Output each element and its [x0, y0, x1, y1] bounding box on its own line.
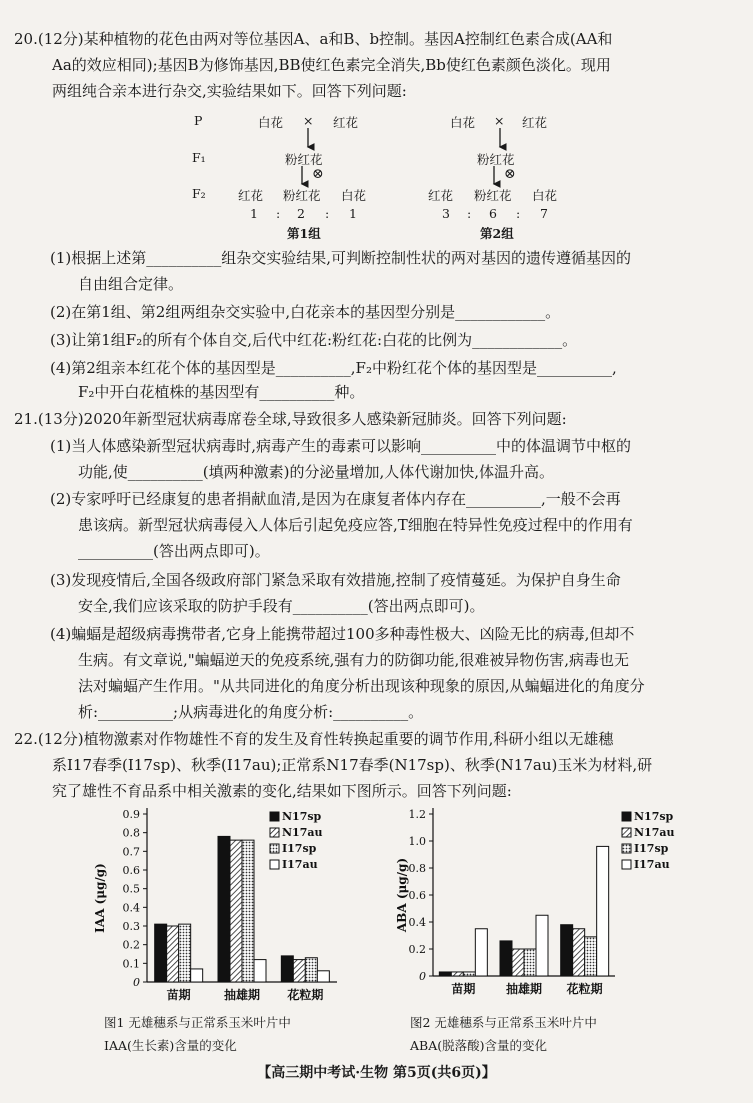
g1-f1: 粉红花: [285, 152, 323, 167]
legend-label: I17au: [282, 858, 318, 871]
g2-parent-white: 白花: [450, 115, 476, 130]
bar: [230, 840, 242, 982]
bar: [597, 846, 609, 976]
g2-ratio-c: 7: [540, 206, 548, 221]
bar: [218, 836, 230, 982]
g1-f2-pink: 粉红花: [283, 188, 321, 203]
q22-line-3: 究了雄性不育品系中相关激素的变化,结果如下图所示。回答下列问题:: [52, 782, 512, 800]
g2-ratio-colon2: :: [516, 206, 521, 221]
bar: [305, 958, 317, 982]
q20-line-3: 两组纯合亲本进行杂交,实验结果如下。回答下列问题:: [52, 82, 407, 100]
g1-parent-white: 白花: [258, 115, 284, 130]
bar: [242, 840, 254, 982]
y-tick-label: 1.2: [408, 808, 426, 821]
legend-swatch: [270, 860, 279, 869]
y-axis-label: ABA (μg/g): [395, 857, 409, 933]
x-tick-label: 抽雄期: [505, 982, 543, 996]
x-tick-label: 抽雄期: [223, 988, 261, 1002]
bar: [512, 949, 524, 976]
y-tick-label: 0.4: [408, 916, 426, 929]
iaa-bar-chart: [92, 808, 362, 1013]
bar: [463, 972, 475, 976]
legend-swatch: [622, 812, 631, 821]
legend-label: N17sp: [634, 810, 674, 823]
bar: [500, 941, 512, 976]
q20-sub-1a: (1)根据上述第__________组杂交实验结果,可判断控制性状的两对基因的遗传遵循基因的: [50, 249, 632, 267]
q20-sub-3: (3)让第1组F₂的所有个体自交,后代中红花:粉红花:白花的比例为____________。: [50, 331, 578, 349]
bar: [561, 925, 573, 976]
y-tick-label: 0.5: [122, 882, 140, 896]
g1-ratio-colon1: :: [276, 206, 281, 221]
legend-label: I17au: [634, 858, 670, 871]
legend-label: I17sp: [282, 842, 317, 855]
legend-label: I17sp: [634, 842, 669, 855]
x-tick-label: 苗期: [451, 982, 476, 996]
q21-line-11: 法对蝙蝠产生作用。"从共同进化的角度分析出现该种现象的原因,从蝙蝠进化的角度分: [78, 677, 645, 695]
fig2-caption-1: 图2 无雄穗系与正常系玉米叶片中: [410, 1015, 597, 1030]
bar: [317, 971, 329, 982]
bar: [167, 926, 179, 982]
g1-ratio-b: 2: [297, 206, 305, 221]
y-tick-label: 0.4: [122, 901, 140, 915]
bar: [155, 924, 167, 982]
q20-sub-2: (2)在第1组、第2组两组杂交实验中,白花亲本的基因型分别是____________。: [50, 303, 561, 321]
y-tick-label: 0.3: [122, 920, 140, 933]
y-tick-label: 0.6: [122, 864, 140, 877]
q21-line-4: (2)专家呼吁已经康复的患者捐献血清,是因为在康复者体内存在__________,一般不会再: [50, 490, 621, 508]
bar: [191, 969, 203, 982]
y-tick-label: 0.1: [122, 957, 140, 971]
bar: [439, 972, 451, 976]
y-tick-label: 0.8: [122, 826, 140, 840]
y-tick-label: 0.2: [122, 938, 140, 952]
q20-sub-4a: (4)第2组亲本红花个体的基因型是__________,F₂中粉红花个体的基因型是__________,: [50, 359, 617, 377]
legend-swatch: [270, 828, 279, 837]
bar: [573, 929, 585, 976]
q21-line-2: (1)当人体感染新型冠状病毒时,病毒产生的毒素可以影响__________中的体温调节中枢的: [50, 437, 632, 455]
g2-ratio-colon1: :: [467, 206, 472, 221]
g2-ratio-b: 6: [489, 206, 497, 221]
y-tick-label: 0.9: [122, 808, 140, 821]
legend-swatch: [270, 844, 279, 853]
q21-line-3: 功能,使__________(填两种激素)的分泌量增加,人体代谢加快,体温升高。: [78, 463, 555, 481]
x-tick-label: 花粒期: [287, 988, 324, 1002]
g2-name: 第2组: [480, 226, 514, 241]
bar: [293, 960, 305, 982]
legend-label: N17sp: [282, 810, 322, 823]
q22-line-2: 系I17春季(I17sp)、秋季(I17au);正常系N17春季(N17sp)、秋季(N17au)玉米为材料,研: [52, 756, 653, 774]
q21-line-6: __________(答出两点即可)。: [78, 542, 270, 560]
q22-line-1: 22.(12分)植物激素对作物雄性不育的发生及育性转换起重要的调节作用,科研小组以无雄穗: [14, 730, 614, 748]
bar: [585, 937, 597, 976]
q20-line-2: Aa的效应相同);基因B为修饰基因,BB使红色素完全消失,Bb使红色素颜色淡化。现用: [52, 56, 611, 74]
legend-label: N17au: [282, 826, 323, 839]
g1-f2-red: 红花: [238, 188, 264, 203]
y-tick-label: 0: [419, 970, 426, 983]
p-label: P: [194, 113, 203, 128]
legend-swatch: [622, 828, 631, 837]
g1-parent-red: 红花: [333, 115, 359, 130]
g1-ratio-c: 1: [349, 206, 357, 221]
y-axis-label: IAA (μg/g): [93, 863, 107, 933]
bar: [475, 929, 487, 976]
q21-line-8: 安全,我们应该采取的防护手段有__________(答出两点即可)。: [78, 597, 485, 615]
g1-f2-white: 白花: [341, 188, 367, 203]
fig1-caption-2: IAA(生长素)含量的变化: [104, 1038, 237, 1053]
g1-ratio-colon2: :: [325, 206, 330, 221]
bar: [536, 915, 548, 976]
g2-parent-red: 红花: [522, 115, 548, 130]
fig1-caption-1: 图1 无雄穗系与正常系玉米叶片中: [104, 1015, 291, 1030]
bar: [451, 972, 463, 976]
g2-ratio-a: 3: [442, 206, 450, 221]
y-tick-label: 0.7: [122, 845, 140, 859]
y-tick-label: 0.8: [408, 862, 426, 875]
g1-ratio-a: 1: [250, 206, 258, 221]
g1-times: ×: [303, 113, 314, 128]
bar: [254, 960, 266, 982]
bar: [524, 949, 536, 976]
q21-line-10: 生病。有文章说,"蝙蝠逆天的免疫系统,强有力的防御功能,很难被异物伤害,病毒也无: [78, 651, 629, 669]
q21-line-5: 患该病。新型冠状病毒侵入人体后引起免疫应答,T细胞在特异性免疫过程中的作用有: [78, 516, 633, 534]
page-footer: 【高三期中考试·生物 第5页(共6页)】: [257, 1065, 496, 1081]
f2-label: F₂: [192, 186, 206, 201]
q20-line-1: 20.(12分)某种植物的花色由两对等位基因A、a和B、b控制。基因A控制红色素合成(AA和: [14, 30, 613, 48]
legend-label: N17au: [634, 826, 675, 839]
bar: [179, 924, 191, 982]
g1-name: 第1组: [287, 226, 321, 241]
legend-swatch: [622, 860, 631, 869]
g2-times: ×: [494, 113, 505, 128]
g2-f2-pink: 粉红花: [474, 188, 512, 203]
g1-self-symbol: ⊗: [312, 166, 324, 182]
x-tick-label: 花粒期: [566, 982, 603, 996]
fig2-caption-2: ABA(脱落酸)含量的变化: [410, 1038, 547, 1053]
g2-f2-white: 白花: [532, 188, 558, 203]
y-tick-label: 0: [133, 976, 140, 989]
g2-f1: 粉红花: [477, 152, 515, 167]
q21-line-7: (3)发现疫情后,全国各级政府部门紧急采取有效措施,控制了疫情蔓延。为保护自身生命: [50, 571, 621, 589]
x-tick-label: 苗期: [166, 988, 191, 1002]
q21-line-9: (4)蝙蝠是超级病毒携带者,它身上能携带超过100多种毒性极大、凶险无比的病毒,但却不: [50, 625, 635, 643]
q21-line-1: 21.(13分)2020年新型冠状病毒席卷全球,导致很多人感染新冠肺炎。回答下列问题:: [14, 410, 567, 428]
y-tick-label: 0.2: [408, 943, 426, 956]
q20-sub-4b: F₂中开白花植株的基因型有__________种。: [78, 383, 365, 401]
q21-line-12: 析:__________;从病毒进化的角度分析:__________。: [78, 703, 424, 721]
q20-sub-1b: 自由组合定律。: [78, 275, 184, 293]
g2-f2-red: 红花: [428, 188, 454, 203]
y-tick-label: 1.0: [408, 835, 426, 848]
legend-swatch: [622, 844, 631, 853]
y-tick-label: 0.6: [408, 889, 426, 902]
g2-self-symbol: ⊗: [504, 166, 516, 182]
bar: [281, 956, 293, 982]
aba-bar-chart: [395, 808, 680, 1013]
legend-swatch: [270, 812, 279, 821]
f1-label: F₁: [192, 150, 206, 165]
